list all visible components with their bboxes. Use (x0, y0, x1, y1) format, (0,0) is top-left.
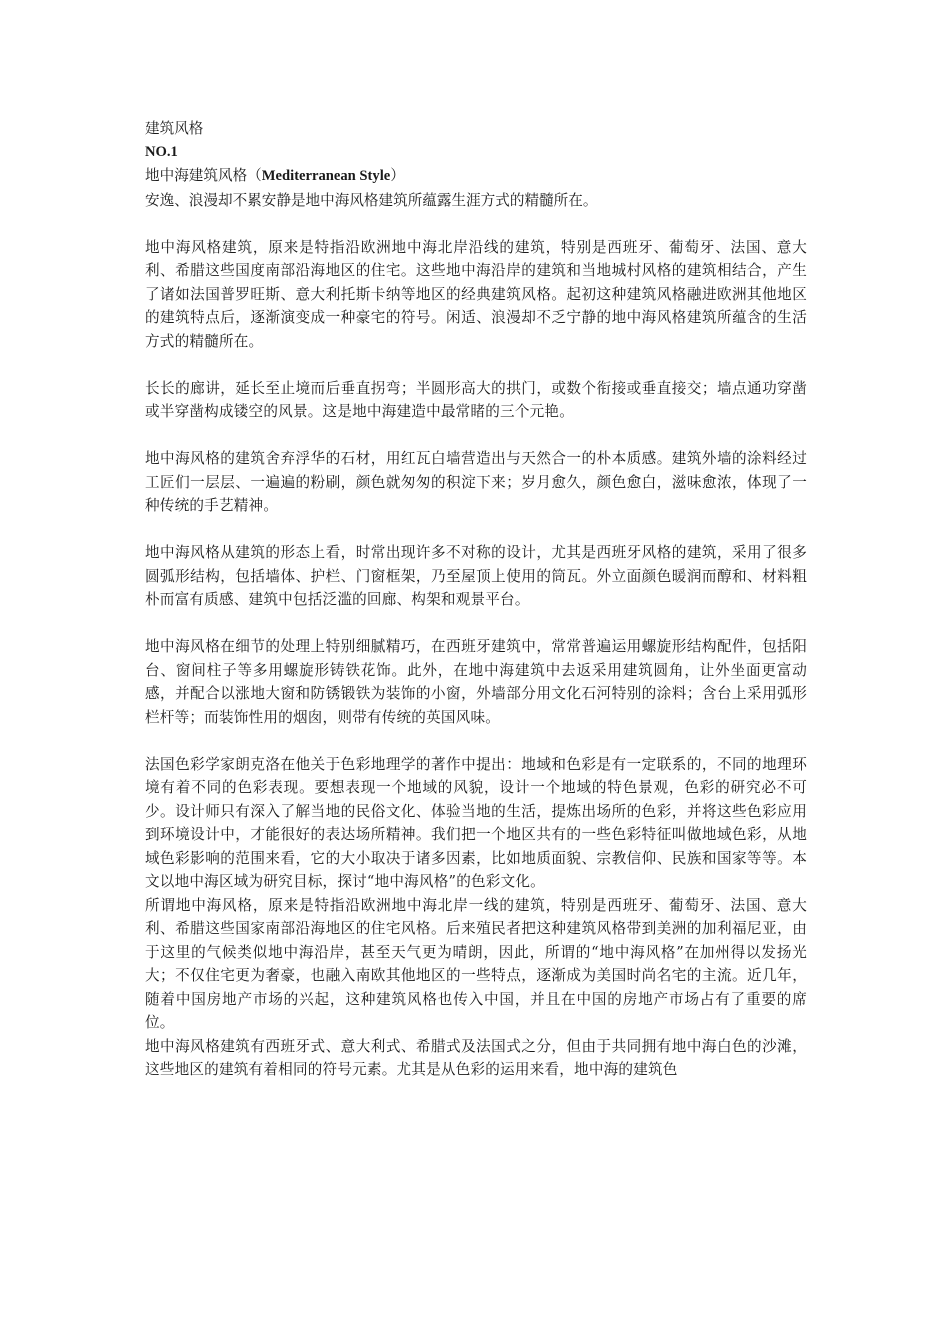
paragraph-definition: 所谓地中海风格，原来是特指沿欧洲地中海北岸一线的建筑，特别是西班牙、葡萄牙、法国、意大利、希腊这些国家南部沿海地区的住宅风格。后来殖民者把这种建筑风格带到美洲的加利福尼亚，由于这里的气候类似地中海沿岸，甚至天气更为晴朗，因此，所谓的“地中海风格”在加州得以发扬光大；不仅住宅更为奢豪，也融入南欧其他地区的一些特点，逐渐成为美国时尚名宅的主流。近几年，随着中国房地产市场的兴起，这种建筑风格也传入中国，并且在中国的房地产市场占有了重要的席位。 (145, 896, 807, 1031)
title-close: ） (390, 167, 405, 184)
paragraph-intro: 地中海风格建筑，原来是特指沿欧洲地中海北岸沿线的建筑，特别是西班牙、葡萄牙、法国、意大利、希腊这些国度南部沿海地区的住宅。这些地中海沿岸的建筑和当地城村风格的建筑相结合，产生了诸如法国普罗旺斯、意大利托斯卡纳等地区的经典建筑风格。起初这种建筑风格融进欧洲其他地区的建筑特点后，逐渐演变成一种豪宅的符号。闲适、浪漫却不乏宁静的地中海风格建筑所蕴含的生活方式的精髓所在。 (145, 238, 807, 350)
paragraph-form: 地中海风格从建筑的形态上看，时常出现许多不对称的设计，尤其是西班牙风格的建筑，采用了很多圆弧形结构，包括墙体、护栏、门窗框架，乃至屋顶上使用的筒瓦。外立面颜色暖润而醇和、材料粗朴而富有质感、建筑中包括泛滥的回廊、构架和观景平台。 (145, 544, 807, 608)
section-subtitle: 安逸、浪漫却不累安静是地中海风格建筑所蕴露生涯方式的精髓所在。 (145, 191, 598, 209)
title-en: Mediterranean Style (261, 168, 391, 184)
section-title (145, 164, 807, 189)
category-heading: 建筑风格 (145, 120, 204, 137)
paragraph-details: 地中海风格在细节的处理上特别细腻精巧，在西班牙建筑中，常常普遍运用螺旋形结构配件，包括阳台、窗间柱子等多用螺旋形铸铁花饰。此外，在地中海建筑中去返采用建筑圆角，让外坐面更富动感，并配合以涨地大窗和防锈锻铁为装饰的小窗，外墙部分用文化石河特别的涂料；含台上采用弧形栏杆等；而装饰性用的烟囱，则带有传统的英国风味。 (145, 638, 807, 726)
paragraph-color-geography: 法国色彩学家朗克洛在他关于色彩地理学的著作中提出：地域和色彩是有一定联系的，不同的地理环境有着不同的色彩表现。要想表现一个地域的风貌，设计一个地域的特色景观，色彩的研究必不可少。设计师只有深入了解当地的民俗文化、体验当地的生活，提炼出场所的色彩，并将这些色彩应用到环境设计中，才能很好的表达场所精神。我们把一个地区共有的一些色彩特征叫做地域色彩，从地域色彩影响的范围来看，它的大小取决于诸多因素，比如地质面貌、宗教信仰、民族和国家等等。本文以地中海区域为研究目标，探讨“地中海风格”的色彩文化。 (145, 755, 807, 890)
paragraph-styles: 地中海风格建筑有西班牙式、意大利式、希腊式及法国式之分，但由于共同拥有地中海白色的沙滩，这些地区的建筑有着相同的符号元素。尤其是从色彩的运用来看，地中海的建筑色 (145, 1037, 807, 1078)
section-number: NO.1 (145, 143, 178, 160)
title-cn: 地中海建筑风格（ (145, 167, 262, 184)
paragraph-materials: 地中海风格的建筑舍弃浮华的石材，用红瓦白墙营造出与天然合一的朴本质感。建筑外墙的涂料经过工匠们一层层、一遍遍的粉刷，颜色就匆匆的积淀下来；岁月愈久，颜色愈白，滋味愈浓，体现了一种传统的手艺精神。 (145, 450, 807, 514)
paragraph-corridor: 长长的廊讲，延长至止境而后垂直拐弯；半圆形高大的拱门，或数个衔接或垂直接交；墙点通功穿凿或半穿凿构成镂空的风景。这是地中海建造中最常睹的三个元艳。 (145, 379, 807, 420)
document-page (145, 117, 807, 1082)
